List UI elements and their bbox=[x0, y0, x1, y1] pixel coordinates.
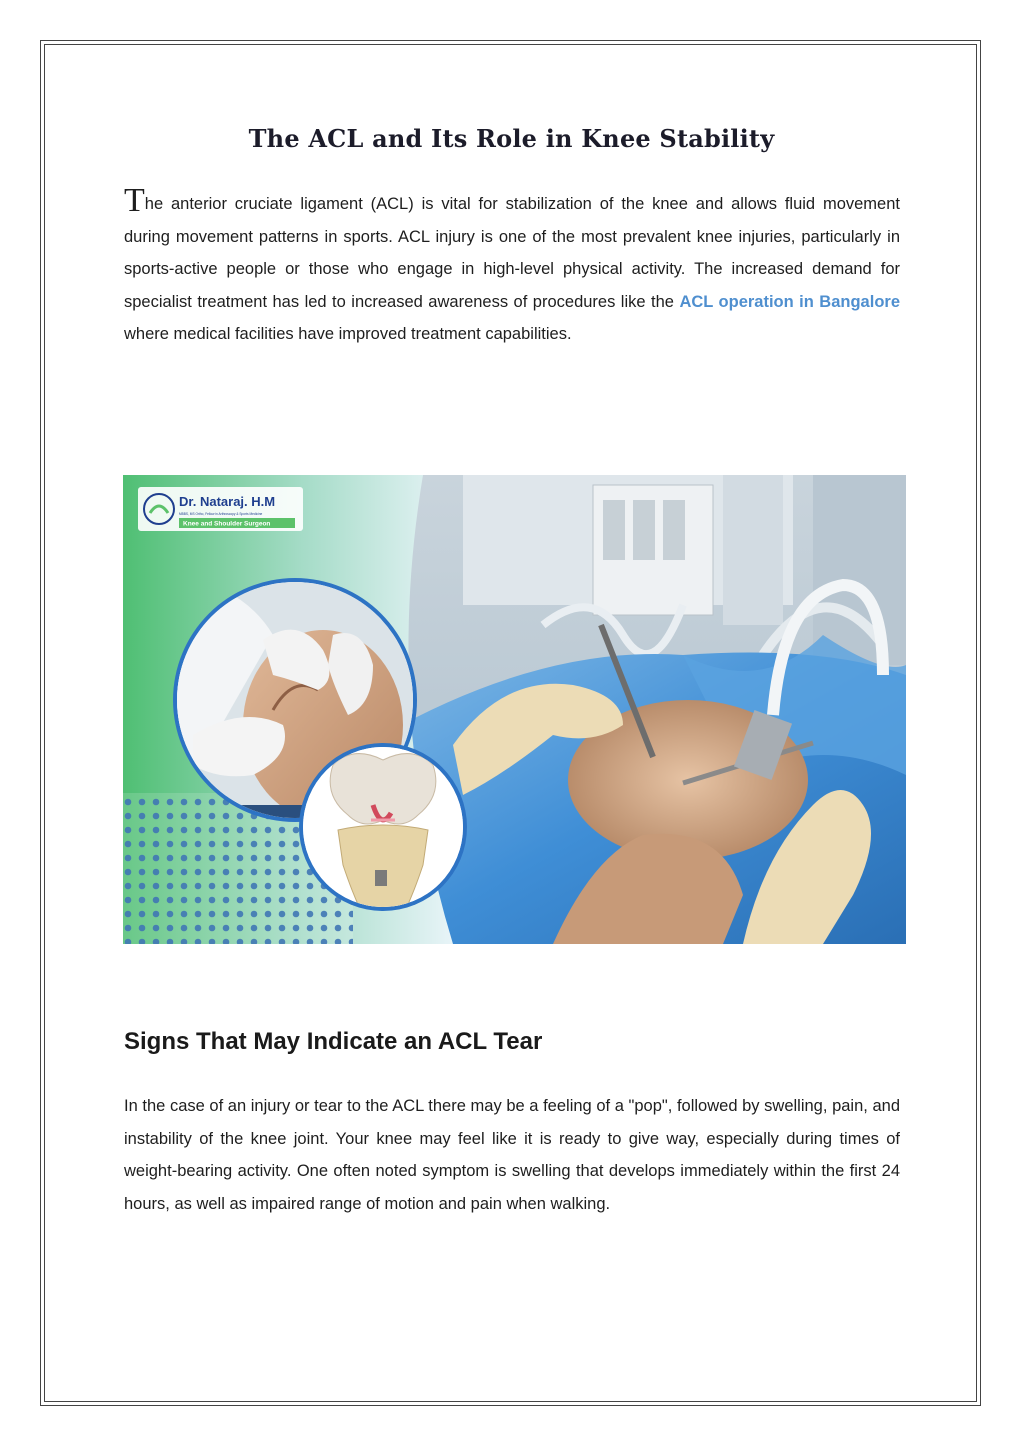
surgery-banner-image bbox=[123, 475, 906, 944]
acl-tear-paragraph: In the case of an injury or tear to the ACL there may be a feeling of a "pop", followed by swelling, pain, and instability of the knee joint. Your knee may feel like it is ready to give way, especially during times of weight-bearing activity. One often noted symptom is swelling that develops immediately within the first 24 hours, as well as impaired range of motion and pain when walking. bbox=[124, 1097, 900, 1213]
section-heading-acl-tear: Signs That May Indicate an ACL Tear bbox=[124, 1028, 543, 1055]
drop-cap: T bbox=[124, 182, 145, 219]
article-title: The ACL and Its Role in Knee Stability bbox=[248, 124, 775, 153]
intro-text-after-link: where medical facilities have improved treatment capabilities. bbox=[124, 325, 572, 344]
banner-logo-specialty: Knee and Shoulder Surgeon bbox=[183, 520, 271, 528]
banner-logo-name: Dr. Nataraj. H.M bbox=[179, 494, 276, 509]
intro-text-before-link: he anterior cruciate ligament (ACL) is vital for stabilization of the knee and allows fluid movement during movement patterns in sports. ACL injury is one of the most prevalent knee injuries, particularly in sports-active people or those who engage in high-level physical activity. The increased demand for specialist treatment has led to increased awareness of procedures like the bbox=[124, 195, 900, 311]
acl-operation-link[interactable]: ACL operation in Bangalore bbox=[679, 292, 900, 311]
banner-logo-credentials: MBBS, MS Ortho, Fellow in Arthroscopy & Sports Medicine bbox=[179, 512, 263, 516]
banner-illustration bbox=[123, 475, 906, 944]
intro-paragraph bbox=[124, 182, 900, 351]
